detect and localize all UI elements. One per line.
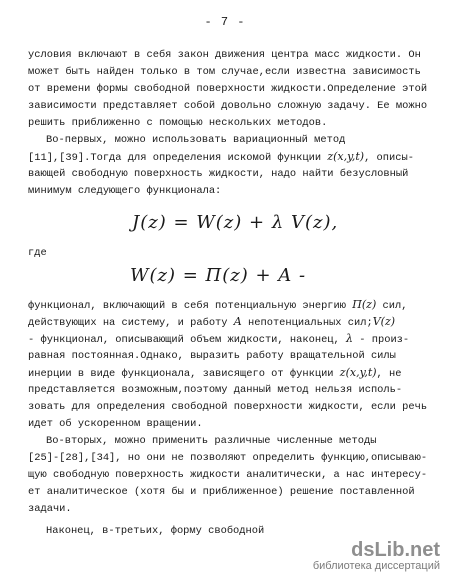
text-line: [28, 298, 407, 313]
watermark: [313, 539, 440, 572]
watermark-caption: библиотека диссертаций: [312, 560, 440, 572]
text-line: вающей свободную поверхность жидкости, надо найти безусловный: [28, 168, 409, 180]
handwritten-function: z(x,y,t): [339, 366, 377, 379]
handwritten-symbol: A: [233, 315, 242, 328]
text-line: равная постоянная.Однако, выразить работу вращательной силы: [28, 350, 396, 362]
text-line: [28, 332, 409, 347]
text-line: ет аналитическое (хотя бы и приближенное) решение поставленной: [28, 486, 415, 498]
text-line: [28, 315, 395, 330]
text-segment: непотенциальных сил;: [248, 317, 373, 329]
page-number: - 7 -: [204, 15, 246, 29]
text-line: зовать для определения свободной поверхности жидкости, если речь: [28, 401, 428, 413]
text-segment: [11],[39].Тогда для определения искомой функции: [28, 152, 322, 164]
text-line: [28, 150, 414, 165]
text-line: от времени формы свободной поверхности жидкости.Определение этой: [28, 83, 428, 95]
handwritten-symbol: Π(z): [352, 298, 377, 311]
text-segment: инерции в виде функционала, зависящего от функции: [28, 368, 334, 380]
text-segment: - произ-: [359, 334, 410, 346]
text-line: Во-первых, можно использовать вариационный метод: [46, 134, 346, 146]
text-segment: действующих на систему, и работу: [28, 317, 228, 329]
handwritten-symbol: λ: [346, 332, 354, 345]
watermark-logo: dsLib.net: [351, 539, 440, 561]
text-line: представляется возможным,поэтому данный метод нельзя исполь-: [28, 384, 403, 396]
text-line: щую свободную поверхность жидкости аналитически, а нас интересу-: [28, 469, 428, 481]
text-segment: , описы-: [364, 152, 414, 164]
text-line: условия включают в себя закон движения центра масс жидкости. Он: [28, 49, 421, 61]
handwritten-function: z(x,y,t): [327, 150, 365, 163]
text-line: идет об ускоренном вращении.: [28, 418, 203, 430]
text-line: минимум следующего функционала:: [28, 185, 222, 197]
text-segment: сил,: [382, 300, 408, 312]
text-line: задачи.: [28, 503, 72, 515]
text-line: зависимости представляет собой довольно сложную задачу. Ее можно: [28, 100, 428, 112]
text-line: [28, 366, 402, 381]
text-segment: - функционал, описывающий объем жидкости, наконец,: [28, 334, 340, 346]
text-line: решить приближенно с помощью нескольких методов.: [28, 117, 328, 129]
formula-functional: J(z) = W(z) + λ V(z),: [132, 212, 339, 233]
text-line: может быть найден только в том случае,если известна зависимость: [28, 66, 421, 78]
handwritten-symbol: V(z): [372, 315, 396, 328]
text-segment: , не: [376, 368, 402, 380]
text-line: Наконец, в-третьих, форму свободной: [46, 525, 265, 537]
text-line: Во-вторых, можно применить различные численные методы: [46, 435, 377, 447]
formula-work: W(z) = Π(z) + A -: [130, 265, 307, 286]
text-where: где: [28, 247, 47, 259]
text-segment: функционал, включающий в себя потенциальную энергию: [28, 300, 347, 312]
text-line: [25]-[28],[34], но они не позволяют определить функцию,описываю-: [28, 452, 428, 464]
